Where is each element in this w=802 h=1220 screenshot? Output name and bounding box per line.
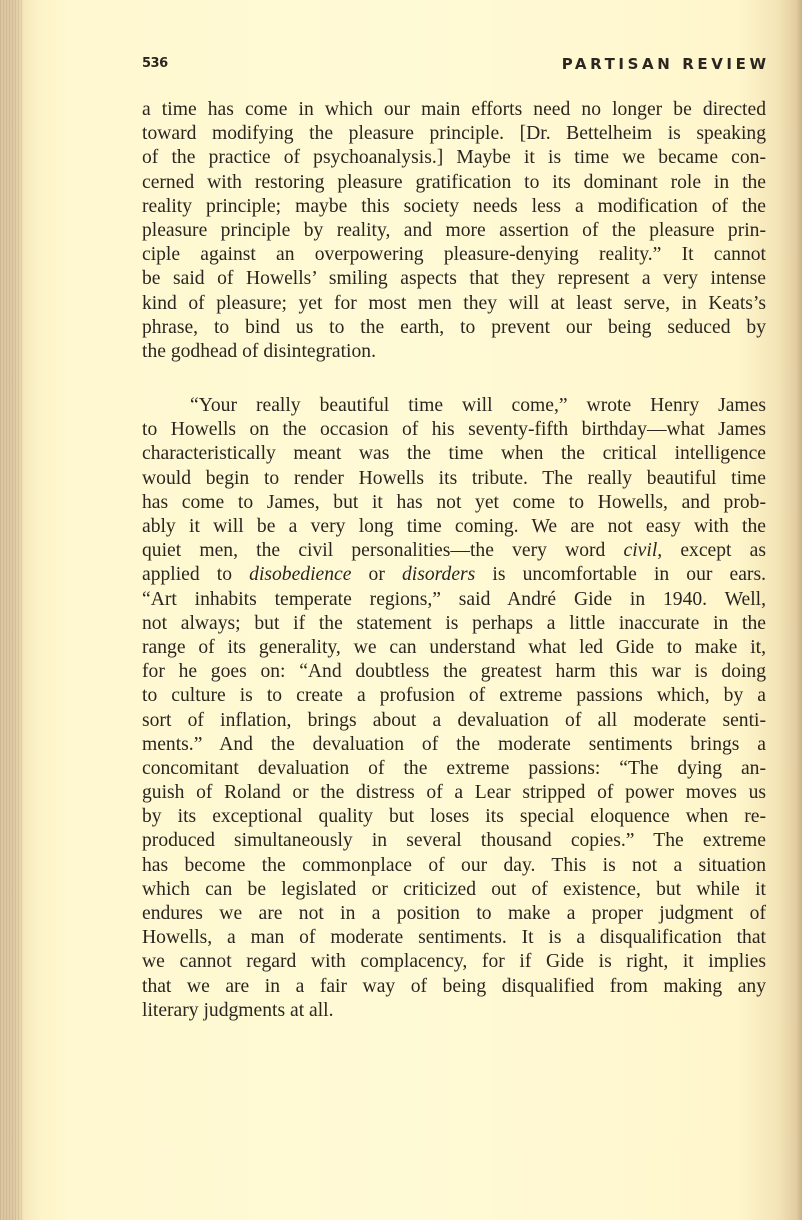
italic-word: disobedience <box>249 564 352 586</box>
text-line: to Howells on the occasion of his seventy-fifth birthday—what James <box>142 419 766 441</box>
text-line: not always; but if the statement is perhaps a little inaccurate in the <box>142 612 766 634</box>
text-line: a time has come in which our main efforts need no longer be directed <box>142 99 766 120</box>
text-run: quiet men, the civil personalities—the very word <box>142 540 624 562</box>
text-line: concomitant devaluation of the extreme passions: “The dying an- <box>142 757 766 779</box>
text-run: except as <box>662 540 766 562</box>
text-line: ments.” And the devaluation of the moderate sentiments brings a <box>142 733 766 755</box>
text-line: reality principle; maybe this society needs less a modification of the <box>142 195 766 217</box>
text-line-with-italic <box>142 563 766 587</box>
italic-word: civil, <box>623 540 663 562</box>
text-line: guish of Roland or the distress of a Lear stripped of power moves us <box>142 782 766 804</box>
text-line: phrase, to bind us to the earth, to prevent our being seduced by <box>142 316 766 338</box>
text-line: the godhead of disintegration. <box>142 340 376 362</box>
text-line: “Your really beautiful time will come,” wrote Henry James <box>190 395 766 417</box>
text-line: ciple against an overpowering pleasure-denying reality.” It cannot <box>142 244 766 266</box>
body-text <box>142 98 766 1023</box>
text-line: endures we are not in a position to make a proper judgment of <box>142 903 766 924</box>
running-head: PARTISAN REVIEW <box>561 55 770 73</box>
text-line: toward modifying the pleasure principle. [Dr. Bettelheim is speaking <box>142 123 766 145</box>
text-line: produced simultaneously in several thousand copies.” The extreme <box>142 830 766 852</box>
text-line: literary judgments at all. <box>142 999 334 1021</box>
paragraph-2 <box>142 394 766 1023</box>
text-line: range of its generality, we can understand what led Gide to make it, <box>142 636 766 658</box>
text-line: has come to James, but it has not yet come to Howells, and prob- <box>142 491 766 513</box>
text-line: ably it will be a very long time coming. We are not easy with the <box>142 516 766 537</box>
text-line: which can be legislated or criticized out of existence, but while it <box>142 878 766 900</box>
text-line: pleasure principle by reality, and more assertion of the pleasure prin- <box>142 219 766 241</box>
text-run: is uncomfortable in our ears. <box>475 564 766 586</box>
text-run: or <box>351 564 402 586</box>
text-line-with-italic <box>142 539 766 563</box>
text-run: applied to <box>142 564 250 586</box>
text-line: cerned with restoring pleasure gratification to its dominant role in the <box>142 171 766 193</box>
text-line: “Art inhabits temperate regions,” said André Gide in 1940. Well, <box>142 588 766 610</box>
text-line: has become the commonplace of our day. This is not a situation <box>142 854 766 876</box>
text-line: be said of Howells’ smiling aspects that they represent a very intense <box>142 268 766 290</box>
text-line: by its exceptional quality but loses its special eloquence when re- <box>142 806 766 828</box>
text-line: would begin to render Howells its tribute. The really beautiful time <box>142 467 766 489</box>
page-number: 536 <box>142 56 168 71</box>
page-header <box>142 55 770 78</box>
text-line: we cannot regard with complacency, for if Gide is right, it implies <box>142 951 766 973</box>
text-line: sort of inflation, brings about a devaluation of all moderate senti- <box>142 709 766 731</box>
text-line: Howells, a man of moderate sentiments. It is a disqualification that <box>142 927 766 949</box>
text-line: for he goes on: “And doubtless the greatest harm this war is doing <box>142 661 766 683</box>
text-line: characteristically meant was the time when the critical intelligence <box>142 443 766 465</box>
paragraph-1 <box>142 98 766 364</box>
text-line: of the practice of psychoanalysis.] Maybe it is time we became con- <box>142 147 766 169</box>
text-line: that we are in a fair way of being disqualified from making any <box>142 975 766 997</box>
italic-word: disorders <box>401 564 476 586</box>
text-line: kind of pleasure; yet for most men they will at least serve, in Keats’s <box>142 292 766 314</box>
text-line: to culture is to create a profusion of extreme passions which, by a <box>142 685 766 707</box>
